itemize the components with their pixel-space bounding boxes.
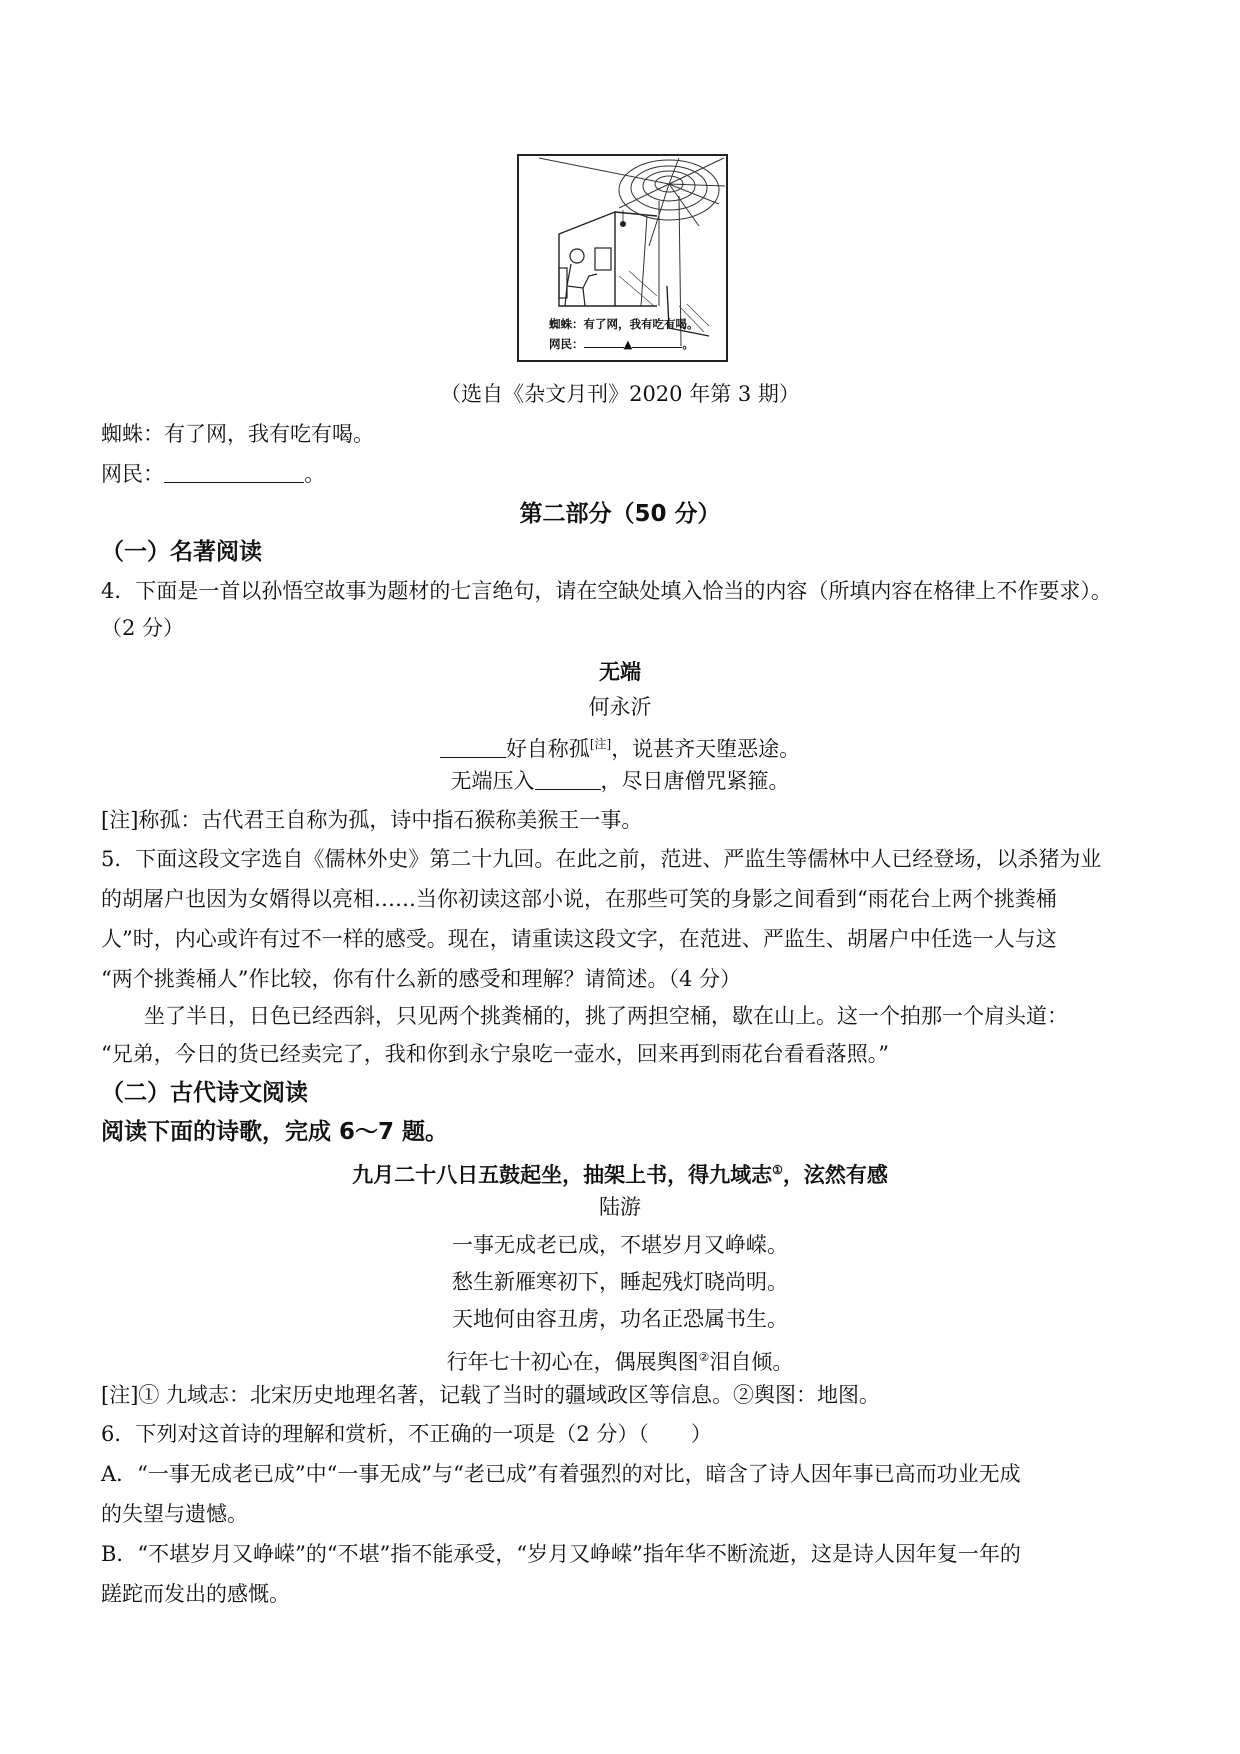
q4-note: [注]称孤：古代君王自称为孤，诗中指石猴称美猴王一事。 bbox=[101, 808, 643, 832]
poem1-line2-end: ，尽日唐僧咒紧箍。 bbox=[600, 769, 790, 793]
poem1-line1-end: ，说甚齐天堕恶途。 bbox=[611, 737, 801, 761]
cartoon-caption-netizen-label: 网民： bbox=[549, 337, 584, 351]
q6-stem: 6．下列对这首诗的理解和赏析，不正确的一项是（2 分）（ ） bbox=[101, 1422, 712, 1446]
netizen-label: 网民： bbox=[101, 462, 164, 486]
spider-line: 蜘蛛：有了网，我有吃有喝。 bbox=[101, 422, 374, 446]
cartoon-image bbox=[517, 154, 728, 362]
poem2-title-mark: ① bbox=[772, 1163, 783, 1177]
q5-line-1: 5．下面这段文字选自《儒林外史》第二十九回。在此之前，范进、严监生等儒林中人已经登场，以杀猪为业 bbox=[101, 847, 1102, 871]
poem2-note: [注]① 九域志：北宋历史地理名著，记载了当时的疆域政区等信息。②舆图：地图。 bbox=[101, 1383, 881, 1407]
poem2-title-text: 九月二十八日五鼓起坐，抽架上书，得九域志 bbox=[352, 1162, 773, 1187]
cartoon-caption-spider: 蜘蛛：有了网，我有吃有喝。 bbox=[549, 317, 699, 331]
poem1-note-mark: [注] bbox=[589, 737, 612, 751]
cartoon-caption-marker: ▲ bbox=[623, 337, 633, 351]
q5-excerpt-2: “兄弟，今日的货已经卖完了，我和你到永宁泉吃一壶水，回来再到雨花台看看落照。” bbox=[101, 1042, 889, 1066]
poem1-line1 bbox=[0, 730, 1240, 763]
poem2-line4-end: 泪自倾。 bbox=[709, 1350, 794, 1374]
poem2-line-1: 一事无成老已成，不堪岁月又峥嵘。 bbox=[452, 1233, 788, 1257]
poem2-line-4 bbox=[0, 1343, 1240, 1376]
q4-stem: 4．下面是一首以孙悟空故事为题材的七言绝句，请在空缺处填入恰当的内容（所填内容在格律上不作要求）。 bbox=[101, 579, 1112, 603]
poem2-instruction: 阅读下面的诗歌，完成 6～7 题。 bbox=[101, 1119, 449, 1145]
cartoon-caption-netizen bbox=[549, 336, 694, 352]
q5-line-3: 人”时，内心或许有过不一样的感受。现在，请重读这段文字，在范进、严监生、胡屠户中任选一人与这 bbox=[101, 927, 1057, 951]
netizen-blank[interactable] bbox=[164, 462, 304, 483]
q6-option-a-line-1: A．“一事无成老已成”中“一事无成”与“老已成”有着强烈的对比，暗含了诗人因年事已高而功业无成 bbox=[101, 1462, 1021, 1486]
section1-title: （一）名著阅读 bbox=[101, 539, 262, 565]
poem2-line-3: 天地何由容丑虏，功名正恐属书生。 bbox=[452, 1307, 788, 1331]
q6-option-a-line-2: 的失望与遗憾。 bbox=[101, 1502, 248, 1526]
q5-excerpt-1: 坐了半日，日色已经西斜，只见两个挑粪桶的，挑了两担空桶，歇在山上。这一个拍那一个肩头道： bbox=[144, 1004, 1068, 1028]
source-citation: （选自《杂文月刊》2020 年第 3 期） bbox=[440, 382, 800, 406]
poem1-blank-1[interactable] bbox=[440, 737, 506, 758]
poem1-line2 bbox=[0, 767, 1240, 795]
poem1-author: 何永沂 bbox=[588, 695, 652, 719]
poem2-line-2: 愁生新雁寒初下，睡起残灯晓尚明。 bbox=[452, 1270, 788, 1294]
q6-option-b-line-1: B．“不堪岁月又峥嵘”的“不堪”指不能承受，“岁月又峥嵘”指年华不断流逝，这是诗人因年复一年的 bbox=[101, 1542, 1021, 1566]
poem1-line1-text: 好自称孤 bbox=[505, 737, 590, 761]
netizen-answer-line bbox=[101, 460, 325, 488]
poem1-blank-2[interactable] bbox=[535, 769, 601, 790]
q5-line-2: 的胡屠户也因为女婿得以亮相……当你初读这部小说，在那些可笑的身影之间看到“雨花台上两个挑粪桶 bbox=[101, 887, 1057, 911]
part2-title: 第二部分（50 分） bbox=[519, 501, 721, 527]
netizen-end: 。 bbox=[304, 462, 325, 486]
q6-option-b-line-2: 蹉跎而发出的感慨。 bbox=[101, 1582, 290, 1606]
q5-line-4: “两个挑粪桶人”作比较，你有什么新的感受和理解？请简述。（4 分） bbox=[101, 967, 742, 991]
q4-score: （2 分） bbox=[101, 616, 185, 640]
poem2-line4-mark: ② bbox=[698, 1350, 710, 1364]
poem2-line4-start: 行年七十初心在，偶展舆图 bbox=[446, 1350, 699, 1374]
poem1-title: 无端 bbox=[599, 659, 641, 684]
poem1-line2-start: 无端压入 bbox=[450, 769, 535, 793]
section2-title: （二）古代诗文阅读 bbox=[101, 1080, 308, 1106]
cartoon-caption-end: 。 bbox=[682, 337, 694, 351]
poem2-author: 陆游 bbox=[599, 1195, 641, 1219]
poem2-title bbox=[0, 1156, 1240, 1189]
poem2-title-end: ，泫然有感 bbox=[782, 1162, 888, 1187]
